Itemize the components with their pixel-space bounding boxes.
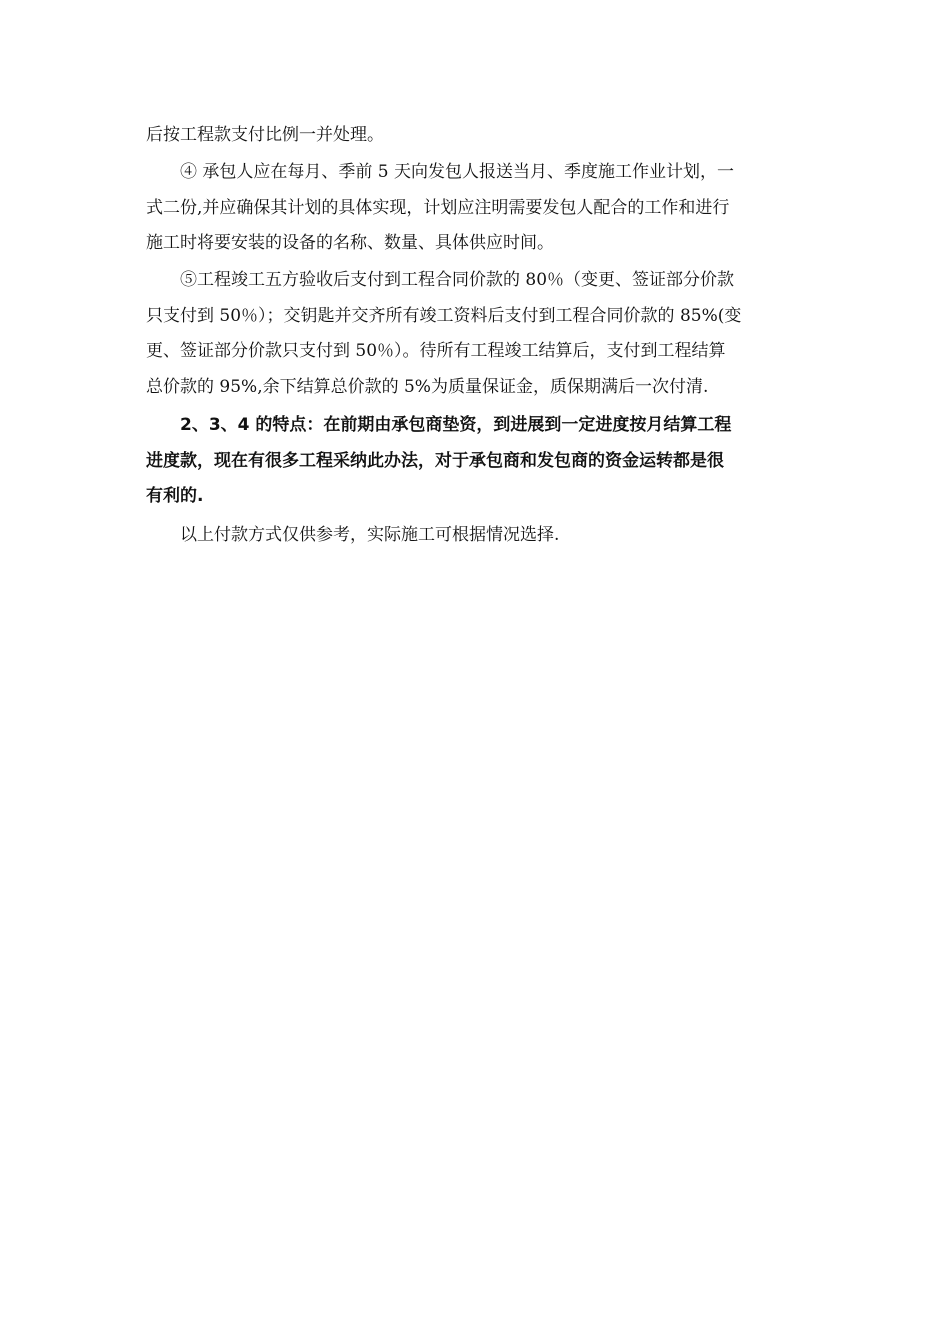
text-line: 只支付到 50％）；交钥匙并交齐所有竣工资料后支付到工程合同价款的 85%(变 xyxy=(146,305,742,326)
text-line: 总价款的 95%,余下结算总价款的 5%为质量保证金，质保期满后一次付清. xyxy=(146,376,709,397)
text-line: 施工时将要安装的设备的名称、数量、具体供应时间。 xyxy=(146,233,554,253)
text-line: 2、3、4 的特点：在前期由承包商垫资，到进展到一定进度按月结算工程 xyxy=(180,415,732,435)
paragraph-payment-schedule xyxy=(146,263,806,405)
text-line: 更、签证部分价款只支付到 50％）。待所有工程竣工结算后，支付到工程结算 xyxy=(146,341,726,361)
text-line: 式二份,并应确保其计划的具体实现，计划应注明需要发包人配合的工作和进行 xyxy=(146,197,730,218)
paragraph-continuation xyxy=(146,118,806,154)
text-line: 有利的. xyxy=(146,486,204,506)
text-line: 进度款，现在有很多工程采纳此办法，对于承包商和发包商的资金运转都是很 xyxy=(146,450,724,471)
text-line: 后按工程款支付比例一并处理。 xyxy=(146,125,384,145)
text-line: ⑤工程竣工五方验收后支付到工程合同价款的 80％（变更、签证部分价款 xyxy=(180,270,735,290)
text-line: ④ 承包人应在每月、季前 5 天向发包人报送当月、季度施工作业计划，一 xyxy=(180,162,735,182)
paragraph-work-plan xyxy=(146,155,806,262)
text-line: 以上付款方式仅供参考，实际施工可根据情况选择. xyxy=(180,525,560,545)
paragraph-features-bold xyxy=(146,408,806,515)
paragraph-conclusion xyxy=(146,518,806,554)
